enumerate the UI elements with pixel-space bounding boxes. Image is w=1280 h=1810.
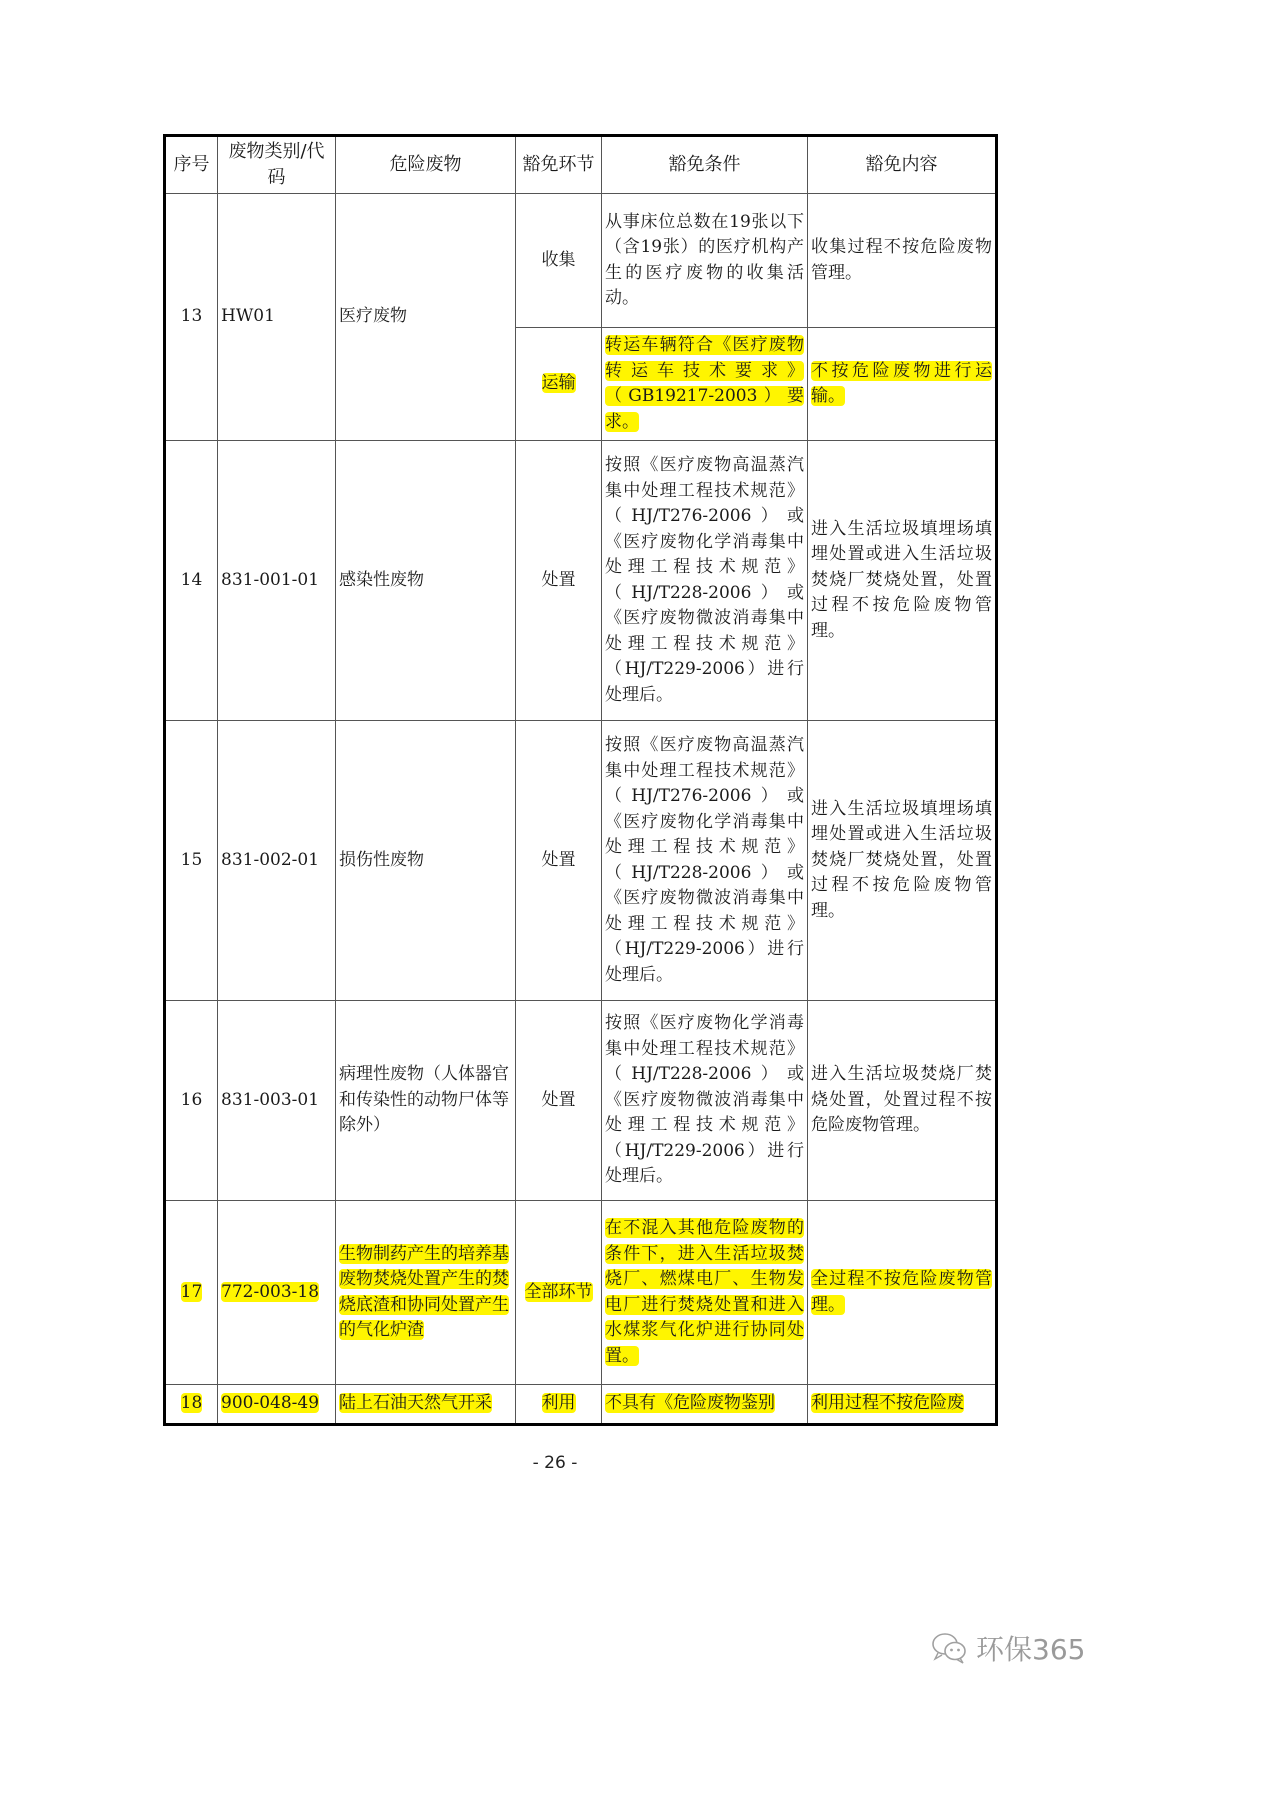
cell-conditions: 从事床位总数在19张以下（含19张）的医疗机构产生的医疗废物的收集活动。 — [602, 194, 808, 328]
cell-stage: 处置 — [516, 441, 602, 721]
highlighted-text: 900-048-49 — [221, 1393, 320, 1414]
cell-number: 13 — [165, 194, 218, 441]
cell-conditions: 按照《医疗废物化学消毒集中处理工程技术规范》（HJ/T228-2006）或《医疗废物微波消毒集中处理工程技术规范》（HJ/T229-2006）进行处理后。 — [602, 1001, 808, 1201]
cell-number: 16 — [165, 1001, 218, 1201]
cell-content — [808, 328, 997, 441]
highlighted-text: 利用 — [541, 1393, 576, 1414]
cell-content: 进入生活垃圾焚烧厂焚烧处置，处置过程不按危险废物管理。 — [808, 1001, 997, 1201]
cell-content: 收集过程不按危险废物管理。 — [808, 194, 997, 328]
cell-content — [808, 1385, 997, 1425]
highlighted-text: 17 — [180, 1281, 203, 1302]
highlighted-text: 不按危险废物进行运输。 — [811, 360, 992, 406]
cell-number: 15 — [165, 721, 218, 1001]
cell-waste-name — [336, 1385, 516, 1425]
cell-content — [808, 1201, 997, 1385]
cell-number: 14 — [165, 441, 218, 721]
highlighted-text: 全过程不按危险废物管理。 — [811, 1269, 992, 1315]
header-hazardous-waste: 危险废物 — [336, 136, 516, 194]
watermark — [930, 1628, 1085, 1668]
wechat-icon — [930, 1630, 970, 1666]
cell-code — [218, 1201, 336, 1385]
cell-stage — [516, 1201, 602, 1385]
cell-conditions — [602, 1385, 808, 1425]
cell-conditions: 按照《医疗废物高温蒸汽集中处理工程技术规范》（HJ/T276-2006）或《医疗废物化学消毒集中处理工程技术规范》（HJ/T228-2006）或《医疗废物微波消毒集中处理工程技术规范》（HJ/T229-2006）进行处理后。 — [602, 441, 808, 721]
cell-number — [165, 1201, 218, 1385]
highlighted-text: 772-003-18 — [221, 1281, 320, 1302]
cell-number — [165, 1385, 218, 1425]
highlighted-text: 18 — [180, 1393, 203, 1414]
cell-code: HW01 — [218, 194, 336, 441]
cell-stage: 收集 — [516, 194, 602, 328]
cell-stage: 处置 — [516, 721, 602, 1001]
cell-content: 进入生活垃圾填埋场填埋处置或进入生活垃圾焚烧厂焚烧处置，处置过程不按危险废物管理。 — [808, 441, 997, 721]
table-header-row — [165, 136, 997, 194]
header-number: 序号 — [165, 136, 218, 194]
header-exemption-conditions: 豁免条件 — [602, 136, 808, 194]
highlighted-text: 不具有《危险废物鉴别 — [605, 1393, 775, 1414]
cell-stage — [516, 1385, 602, 1425]
page-number: - 26 - — [532, 1453, 578, 1473]
cell-content: 进入生活垃圾填埋场填埋处置或进入生活垃圾焚烧厂焚烧处置，处置过程不按危险废物管理。 — [808, 721, 997, 1001]
cell-code: 831-003-01 — [218, 1001, 336, 1201]
cell-code — [218, 1385, 336, 1425]
table-row — [165, 194, 997, 328]
header-exemption-stage: 豁免环节 — [516, 136, 602, 194]
cell-stage — [516, 328, 602, 441]
table-row — [165, 441, 997, 721]
table-row — [165, 721, 997, 1001]
highlighted-text: 在不混入其他危险废物的条件下，进入生活垃圾焚烧厂、燃煤电厂、生物发电厂进行焚烧处置和进入水煤浆气化炉进行协同处置。 — [605, 1218, 804, 1366]
watermark-text: 环保365 — [976, 1633, 1086, 1666]
cell-waste-name: 病理性废物（人体器官和传染性的动物尸体等除外） — [336, 1001, 516, 1201]
cell-conditions — [602, 328, 808, 441]
highlighted-text: 生物制药产生的培养基废物焚烧处置产生的焚烧底渣和协同处置产生的气化炉渣 — [339, 1243, 509, 1340]
highlighted-text: 全部环节 — [524, 1281, 593, 1302]
cell-conditions — [602, 1201, 808, 1385]
cell-code: 831-002-01 — [218, 721, 336, 1001]
cell-stage: 处置 — [516, 1001, 602, 1201]
highlighted-text: 陆上石油天然气开采 — [339, 1393, 492, 1414]
highlighted-text: 利用过程不按危险废 — [811, 1393, 964, 1414]
table-row — [165, 1001, 997, 1201]
table-row — [165, 1385, 997, 1425]
header-category-code: 废物类别/代码 — [218, 136, 336, 194]
table-row — [165, 1201, 997, 1385]
cell-code: 831-001-01 — [218, 441, 336, 721]
cell-waste-name: 医疗废物 — [336, 194, 516, 441]
highlighted-text: 转运车辆符合《医疗废物转运车技术要求》（GB19217-2003）要求。 — [605, 335, 804, 432]
header-exemption-content: 豁免内容 — [808, 136, 997, 194]
cell-waste-name — [336, 1201, 516, 1385]
cell-waste-name: 感染性废物 — [336, 441, 516, 721]
cell-waste-name: 损伤性废物 — [336, 721, 516, 1001]
highlighted-text: 运输 — [541, 373, 576, 394]
cell-conditions: 按照《医疗废物高温蒸汽集中处理工程技术规范》（HJ/T276-2006）或《医疗废物化学消毒集中处理工程技术规范》（HJ/T228-2006）或《医疗废物微波消毒集中处理工程技术规范》（HJ/T229-2006）进行处理后。 — [602, 721, 808, 1001]
hazardous-waste-exemption-table — [163, 134, 998, 1426]
